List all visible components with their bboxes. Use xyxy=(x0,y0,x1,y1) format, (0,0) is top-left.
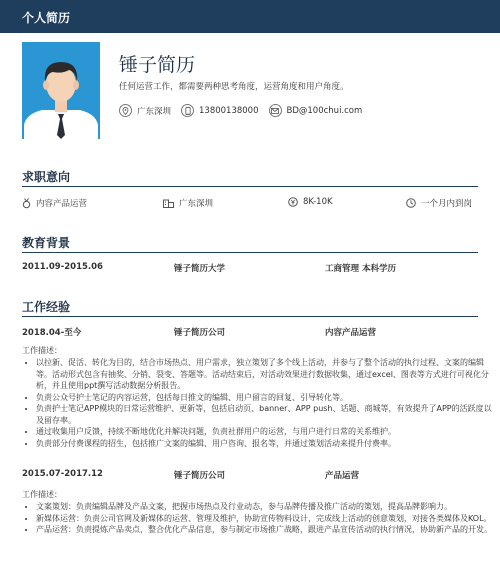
intent-availability xyxy=(406,197,472,209)
intent-salary xyxy=(288,197,333,207)
award-icon xyxy=(22,198,31,209)
candidate-name: 锤子简历 xyxy=(119,54,196,76)
clock-icon xyxy=(406,198,416,208)
job-period: 2018.04-至今 xyxy=(22,328,82,338)
list-item: • 产品运营：负责提炼产品卖点，整合优化产品信息，参与制定市场推广战略，跟进产品宣传活动的执行情况，协助新产品的开发。 xyxy=(36,524,492,536)
intent-position-text: 内容产品运营 xyxy=(36,199,88,209)
contact-location xyxy=(119,104,171,117)
section-divider xyxy=(22,252,478,253)
job-desc-label: 工作描述： xyxy=(22,490,62,499)
education-school: 锤子简历大学 xyxy=(174,264,226,274)
contact-info xyxy=(119,104,372,117)
section-title-education: 教育背景 xyxy=(22,236,71,250)
job-company: 锤子简历公司 xyxy=(174,328,226,338)
section-divider xyxy=(22,316,478,317)
candidate-intro: 任何运营工作，都需要两种思考角度，运营角度和用户角度。 xyxy=(119,82,349,92)
intent-city-text: 广东深圳 xyxy=(179,199,214,209)
intent-salary-text: 8K-10K xyxy=(303,197,333,207)
header-section-label: 个人简历 xyxy=(22,11,71,25)
list-item: • 负责部分付费课程的招生，包括推广文案的编辑、用户咨询、报名等，并通过策划活动来提升付费率。 xyxy=(36,438,492,450)
education-major: 工商管理 本科学历 xyxy=(325,264,396,274)
avatar-illustration xyxy=(22,42,100,139)
list-item: • 负责公众号护士笔记的内容运营，包括每日推文的编辑、用户留言的回复、引导转化等。 xyxy=(36,392,492,404)
intent-availability-text: 一个月内到岗 xyxy=(421,199,473,209)
envelope-icon xyxy=(269,104,282,117)
job-period: 2015.07-2017.12 xyxy=(22,469,103,479)
intent-city xyxy=(163,197,213,209)
list-item: • 新媒体运营：负责公司官网及新媒体的运营、管理及维护，协助宣传物料设计，完成线上活动的创意策划，对接各类媒体及KOL。 xyxy=(36,513,492,525)
contact-email[interactable] xyxy=(269,104,363,117)
section-title-intent: 求职意向 xyxy=(22,170,71,184)
email-text[interactable]: BD@100chui.com xyxy=(286,105,363,116)
job-role: 产品运营 xyxy=(325,471,360,481)
job-role: 内容产品运营 xyxy=(325,328,377,338)
location-pin-icon xyxy=(119,104,132,117)
phone-text: 13800138000 xyxy=(199,105,259,116)
top-header-bar xyxy=(0,0,500,33)
section-title-work: 工作经验 xyxy=(22,300,71,314)
list-item: • 负责护士笔记APP模块的日常运营维护、更新等，包括启动页、banner、APP push、话题、商城等，有效提升了APP的活跃度以及留存率。 xyxy=(36,403,492,426)
intent-position xyxy=(22,197,87,209)
coin-icon xyxy=(288,197,298,207)
job-desc-list xyxy=(22,501,492,536)
section-divider xyxy=(22,186,478,187)
phone-icon xyxy=(181,104,194,117)
contact-phone xyxy=(181,104,259,117)
avatar xyxy=(22,42,100,139)
list-item: • 文案策划：负责编辑品牌及产品文案，把握市场热点及行业动态，参与品牌传播及推广活动的策划，提高品牌影响力。 xyxy=(36,501,492,513)
location-text: 广东深圳 xyxy=(137,106,172,117)
list-item: • 以拉新、促活、转化为目的，结合市场热点、用户需求，独立策划了多个线上活动，并参与了整个活动的执行过程、文案的编辑等。活动形式包含有抽奖、分销、裂变、答题等。活动结束后，对活动效果进行数据收集，通过excel、图表等方式进行可视化分析，并且使用ppt撰写活动数据分析报告。 xyxy=(36,357,492,392)
job-company: 锤子简历公司 xyxy=(174,471,226,481)
building-icon xyxy=(163,198,174,208)
education-period: 2011.09-2015.06 xyxy=(22,262,103,272)
job-desc-label: 工作描述： xyxy=(22,346,62,355)
job-desc-list xyxy=(22,357,492,449)
list-item: • 通过收集用户反馈，持续不断地优化并解决问题，负责社群用户的运营，与用户进行日常的关系维护。 xyxy=(36,426,492,438)
